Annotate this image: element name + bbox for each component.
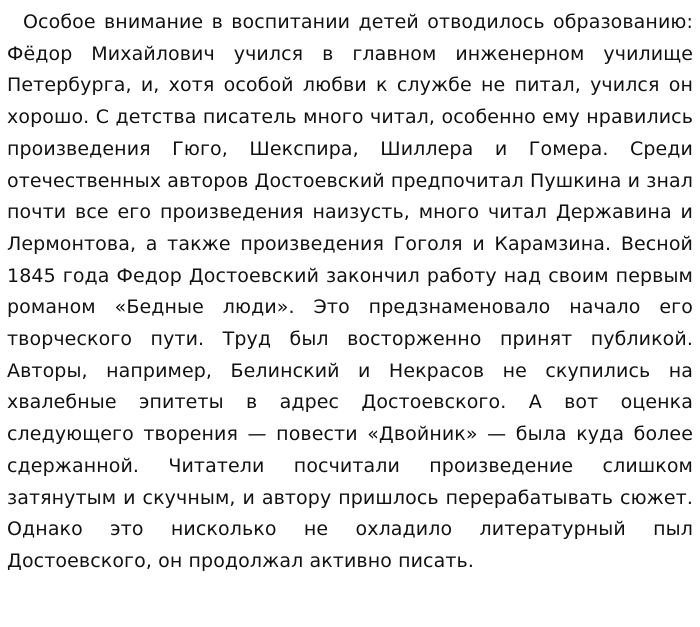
body-paragraph: Особое внимание в воспитании детей отводилось образованию: Фёдор Михайлович учился в главном инженерном училище Петербурга, и, хотя особой любви к службе не питал, учился он хорошо. С детства писатель много читал, особенно ему нравились произведения Гюго, Шекспира, Шиллера и Гомера. Среди отечественных авторов Достоевский предпочитал Пушкина и знал почти все его произведения наизусть, много читал Державина и Лермонтова, а также произведения Гоголя и Карамзина. Весной 1845 года Федор Достоевский закончил работу над своим первым романом «Бедные люди». Это предзнаменовало начало его творческого пути. Труд был восторженно принят публикой. Авторы, например, Белинский и Некрасов не скупились на хвалебные эпитеты в адрес Достоевского. А вот оценка следующего творения — повести «Двойник» — была куда более сдержанной. Читатели посчитали произведение слишком затянутым и скучным, и автору пришлось перерабатывать сюжет. Однако это нисколько не охладило литературный пыл Достоевского, он продолжал активно писать. [7, 11, 693, 572]
document-page [7, 7, 693, 578]
